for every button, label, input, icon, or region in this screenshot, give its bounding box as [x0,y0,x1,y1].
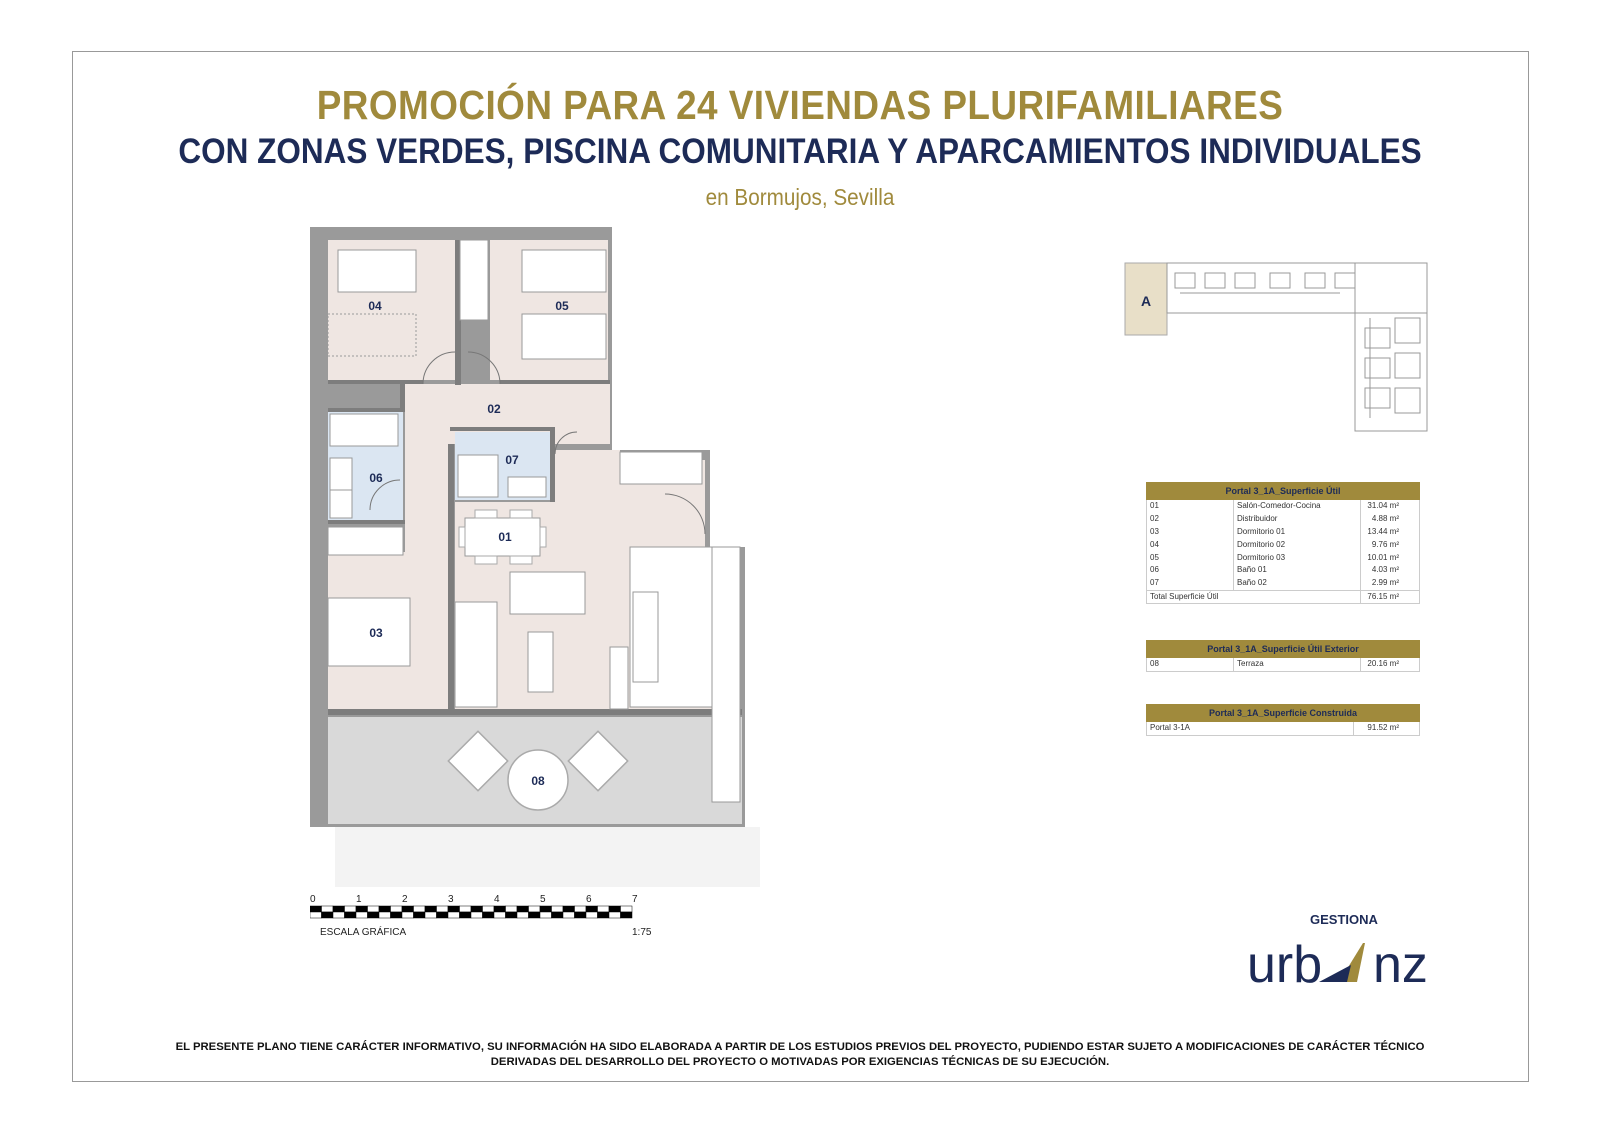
cell-area: 4.03 m² [1361,564,1420,577]
room-label-07: 07 [505,453,519,467]
room-label-08: 08 [531,774,545,788]
scale-segment [368,906,380,912]
scale-segment [598,912,610,918]
scale-segment [471,906,483,912]
disclaimer-line-1: EL PRESENTE PLANO TIENE CARÁCTER INFORMATIVO, SU INFORMACIÓN HA SIDO ELABORADA A PARTIR DE LOS ESTUDIOS PREVIOS DEL PROYECTO, PUDIENDO ESTAR SUJETO A MODIFICACIONES DE CARÁCTER TÉCNICO [175,1041,1425,1053]
scale-tick-3: 3 [448,895,454,905]
cell-area: 13.44 m² [1361,526,1420,539]
cell-name: Dormitorio 03 [1234,551,1361,564]
scale-tick-2: 2 [402,895,408,905]
scale-segment [322,906,334,912]
scale-segment [621,906,633,912]
cell-area: 2.99 m² [1361,577,1420,590]
cell-name: Distribuidor [1234,513,1361,526]
cell-name: Portal 3-1A [1147,722,1354,736]
scale-tick-6: 6 [586,895,592,905]
page-title: PROMOCIÓN PARA 24 VIVIENDAS PLURIFAMILIARES [316,82,1284,128]
scale-segment [379,912,391,918]
cell-name: Terraza [1234,658,1361,672]
scale-segment [310,906,322,912]
scale-segment [310,912,322,918]
scale-segment [322,912,334,918]
scale-ratio: 1:75 [632,927,652,938]
table-exterior-title: Portal 3_1A_Superficie Útil Exterior [1147,641,1420,658]
scale-segment [540,912,552,918]
keyplan-unit-label: A [1140,293,1152,309]
scale-segment [506,906,518,912]
cell-area: 20.16 m² [1361,658,1420,672]
cell-code: 01 [1147,500,1234,513]
svg-text:nz: nz [1373,936,1428,994]
table-superficie-exterior [1146,640,1420,672]
scale-segment [563,912,575,918]
scale-segment [414,906,426,912]
scale-segment [575,906,587,912]
cell-code: 02 [1147,513,1234,526]
scale-segment [437,912,449,918]
scale-segment [471,912,483,918]
room-label-06: 06 [369,471,383,485]
table-superficie-util [1146,482,1420,604]
page-subtitle: CON ZONAS VERDES, PISCINA COMUNITARIA Y APARCAMIENTOS INDIVIDUALES [178,132,1422,171]
scale-segment [356,906,368,912]
cell-code: 07 [1147,577,1234,590]
cell-area: 9.76 m² [1361,538,1420,551]
scale-segment [563,906,575,912]
total-value: 76.15 m² [1361,590,1420,604]
scale-segment [552,912,564,918]
cell-code: 05 [1147,551,1234,564]
room-label-01: 01 [498,530,512,544]
scale-segment [621,912,633,918]
table-row [1147,526,1420,539]
room-label-04: 04 [368,299,382,313]
scale-tick-7: 7 [632,895,638,905]
cell-area: 10.01 m² [1361,551,1420,564]
disclaimer [120,1040,1480,1070]
table-util-title: Portal 3_1A_Superficie Útil [1147,483,1420,500]
scale-segment [391,912,403,918]
cell-name: Baño 02 [1234,577,1361,590]
disclaimer-line-2: DERIVADAS DEL DESARROLLO DEL PROYECTO O MOTIVADAS POR EXIGENCIAS TÉCNICAS DE SU EJECUCIÓN. [490,1056,1110,1068]
floor-plan [300,222,770,902]
table-row [1147,513,1420,526]
scale-segment [609,906,621,912]
scale-segment [356,912,368,918]
scale-segment [540,906,552,912]
scale-segment [333,906,345,912]
table-row [1147,577,1420,590]
scale-segment [529,906,541,912]
scale-segment [345,912,357,918]
scale-segment [517,906,529,912]
scale-segment [379,906,391,912]
table-row [1147,538,1420,551]
cell-code: 03 [1147,526,1234,539]
cell-name: Dormitorio 02 [1234,538,1361,551]
table-row [1147,551,1420,564]
scale-bar [310,895,660,945]
table-row [1147,658,1420,672]
scale-segment [529,912,541,918]
scale-segment [575,912,587,918]
scale-segment [437,906,449,912]
scale-segment [402,906,414,912]
cell-name: Dormitorio 01 [1234,526,1361,539]
scale-segment [414,912,426,918]
scale-label: ESCALA GRÁFICA [320,927,407,938]
cell-name: Baño 01 [1234,564,1361,577]
cell-area: 91.52 m² [1354,722,1420,736]
scale-segment [460,906,472,912]
scale-segment [391,906,403,912]
scale-segment [425,912,437,918]
table-row [1147,590,1420,604]
room-label-03: 03 [369,626,383,640]
room-label-05: 05 [555,299,569,313]
scale-segment [552,906,564,912]
cell-code: 08 [1147,658,1234,672]
scale-segment [448,906,460,912]
cell-area: 4.88 m² [1361,513,1420,526]
scale-segment [586,906,598,912]
scale-segment [425,906,437,912]
total-label: Total Superficie Útil [1147,590,1361,604]
cell-code: 04 [1147,538,1234,551]
scale-segment [517,912,529,918]
svg-text:urb: urb [1247,936,1323,994]
scale-tick-4: 4 [494,895,500,905]
scale-tick-5: 5 [540,895,546,905]
scale-segment [333,912,345,918]
gestiona-label: GESTIONA [1310,912,1378,927]
scale-tick-1: 1 [356,895,362,905]
scale-segment [483,906,495,912]
scale-segment [448,912,460,918]
location-text: en Bormujos, Sevilla [705,184,895,210]
scale-segment [494,912,506,918]
room-label-02: 02 [487,402,501,416]
scale-segment [609,912,621,918]
table-row [1147,500,1420,513]
scale-tick-0: 0 [310,895,316,905]
table-superficie-construida [1146,704,1420,736]
key-plan [1120,258,1440,438]
scale-segment [483,912,495,918]
table-construida-title: Portal 3_1A_Superficie Construida [1147,705,1420,722]
urbanz-logo [1247,935,1447,995]
scale-segment [506,912,518,918]
scale-segment [368,912,380,918]
scale-segment [460,912,472,918]
scale-segment [345,906,357,912]
scale-segment [402,912,414,918]
cell-area: 31.04 m² [1361,500,1420,513]
cell-name: Salón-Comedor-Cocina [1234,500,1361,513]
table-row [1147,564,1420,577]
table-row [1147,722,1420,736]
scale-segment [598,906,610,912]
scale-segment [494,906,506,912]
cell-code: 06 [1147,564,1234,577]
scale-segment [586,912,598,918]
